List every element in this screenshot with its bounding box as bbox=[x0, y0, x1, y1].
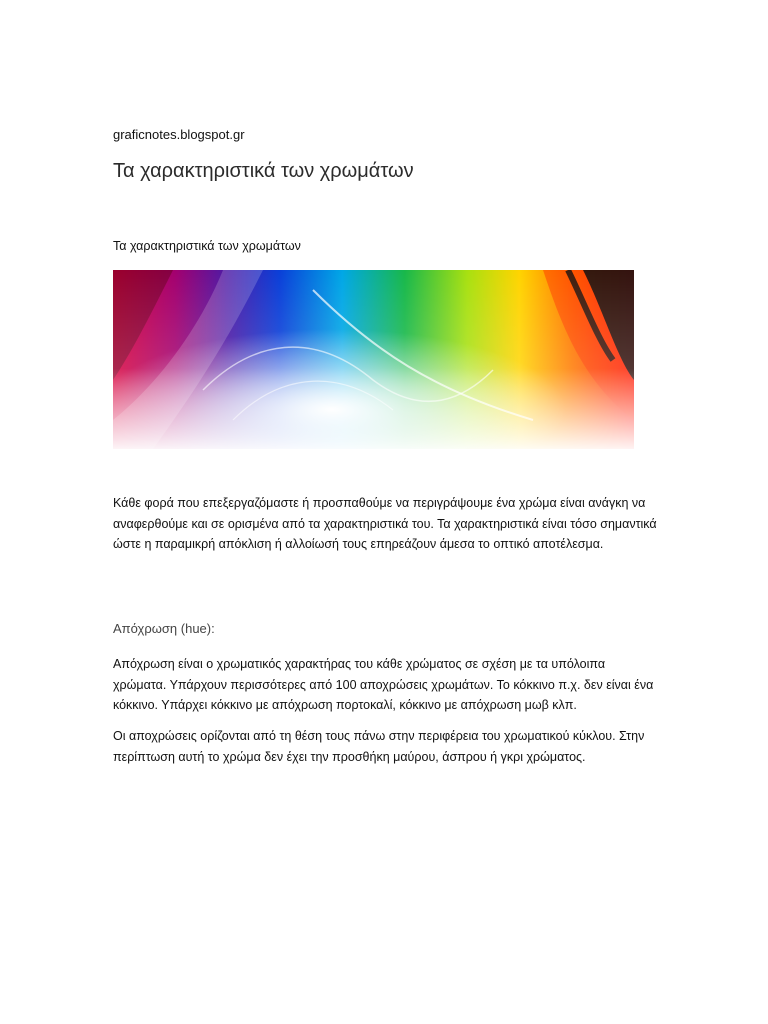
rainbow-swirl-image bbox=[113, 270, 634, 449]
site-name: graficnotes.blogspot.gr bbox=[113, 127, 245, 142]
subtitle: Τα χαρακτηριστικά των χρωμάτων bbox=[113, 239, 301, 253]
page-title: Τα χαρακτηριστικά των χρωμάτων bbox=[113, 160, 414, 182]
hue-paragraph-1: Απόχρωση είναι ο χρωματικός χαρακτήρας του κάθε χρώματος σε σχέση με τα υπόλοιπα χρώματα. Υπάρχουν περισσότερες από 100 αποχρώσεις χρωμάτων. Το κόκκινο π.χ. δεν είναι ένα κόκκινο. Υπάρχει κόκκινο με απόχρωση πορτοκαλί, κόκκινο με απόχρωση μωβ κλπ. bbox=[113, 657, 654, 712]
rainbow-swirl-graphic bbox=[113, 270, 634, 449]
section-heading-hue: Απόχρωση (hue): bbox=[113, 621, 215, 636]
hue-paragraph-2: Οι αποχρώσεις ορίζονται από τη θέση τους πάνω στην περιφέρεια του χρωματικού κύκλου. Στην περίπτωση αυτή το χρώμα δεν έχει την προσθήκη μαύρου, άσπρου ή γκρι χρώματος. bbox=[113, 729, 645, 764]
intro-paragraph: Κάθε φορά που επεξεργαζόμαστε ή προσπαθούμε να περιγράψουμε ένα χρώμα είναι ανάγκη να αναφερθούμε και σε ορισμένα από τα χαρακτηριστικά του. Τα χαρακτηριστικά είναι τόσο σημαντικά ώστε η παραμικρή απόκλιση ή αλλοίωσή τους επηρεάζουν άμεσα το οπτικό αποτέλεσμα. bbox=[113, 496, 657, 551]
